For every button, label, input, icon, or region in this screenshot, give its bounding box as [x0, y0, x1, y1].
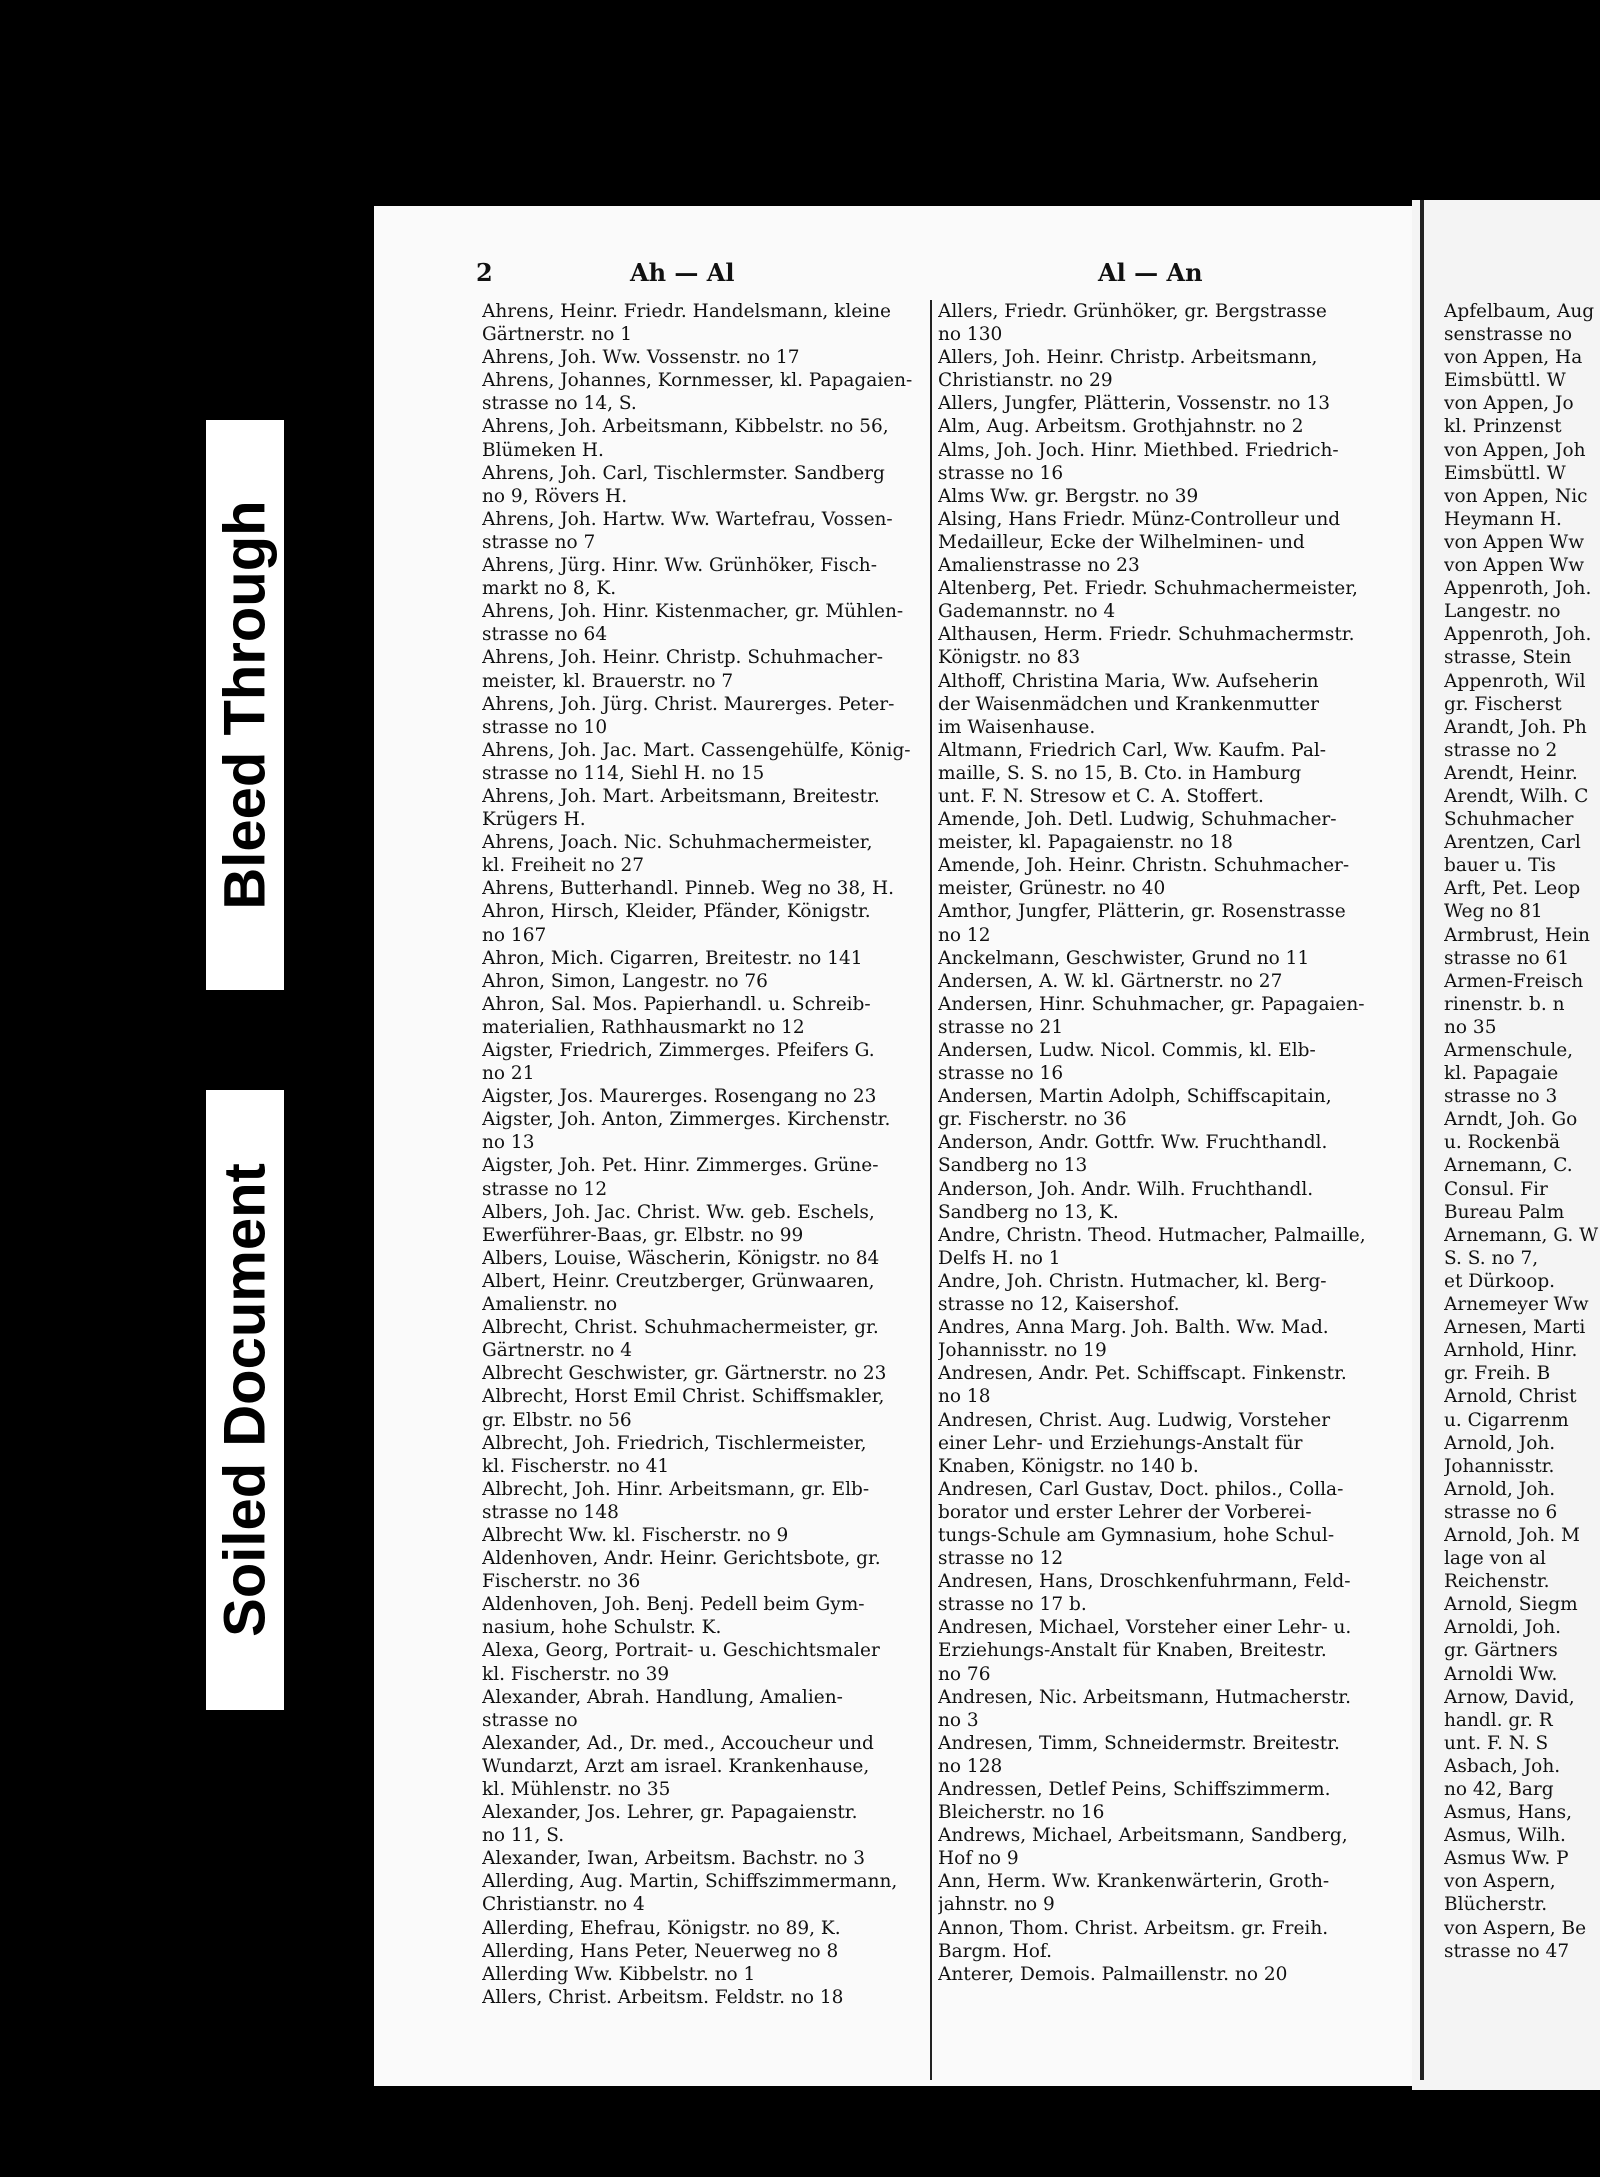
- directory-line: lage von al: [1444, 1548, 1546, 1570]
- directory-line: von Appen, Jo: [1444, 393, 1574, 415]
- directory-line: Allers, Christ. Arbeitsm. Feldstr. no 18: [482, 1986, 844, 2008]
- directory-line: strasse no 47: [1444, 1940, 1570, 1962]
- directory-line: kl. Prinzenst: [1444, 416, 1562, 438]
- directory-line: Arnemann, C.: [1444, 1155, 1573, 1177]
- directory-line: Albrecht Geschwister, gr. Gärtnerstr. no 23: [482, 1363, 887, 1385]
- directory-line: Albrecht, Horst Emil Christ. Schiffsmakler,: [482, 1386, 885, 1408]
- directory-line: von Appen, Nic: [1444, 485, 1588, 507]
- directory-line: strasse no: [482, 1709, 578, 1731]
- directory-line: Königstr. no 83: [938, 647, 1081, 669]
- directory-line: von Appen, Joh: [1444, 439, 1586, 461]
- directory-line: u. Rockenbä: [1444, 1132, 1561, 1154]
- directory-line: gr. Fischerst: [1444, 693, 1562, 715]
- directory-line: jahnstr. no 9: [938, 1894, 1055, 1916]
- directory-line: Alms, Joh. Joch. Hinr. Miethbed. Friedrich-: [938, 439, 1339, 461]
- directory-line: S. S. no 7,: [1444, 1247, 1539, 1269]
- directory-line: Arnold, Joh. M: [1444, 1524, 1580, 1546]
- directory-line: von Aspern,: [1444, 1871, 1556, 1893]
- directory-line: Arnold, Joh.: [1444, 1478, 1556, 1500]
- directory-line: Anderson, Joh. Andr. Wilh. Fruchthandl.: [938, 1178, 1314, 1200]
- directory-line: Amthor, Jungfer, Plätterin, gr. Rosenstrasse: [938, 901, 1346, 923]
- directory-line: no 18: [938, 1386, 991, 1408]
- directory-line: no 21: [482, 1063, 535, 1085]
- directory-line: meister, kl. Papagaienstr. no 18: [938, 832, 1233, 854]
- directory-line: strasse no 12: [482, 1178, 608, 1200]
- directory-line: unt. F. N. Stresow et C. A. Stoffert.: [938, 785, 1264, 807]
- directory-line: Schuhmacher: [1444, 809, 1574, 831]
- directory-line: Reichenstr.: [1444, 1571, 1550, 1593]
- directory-column-1: [482, 300, 926, 2009]
- directory-line: Albrecht Ww. kl. Fischerstr. no 9: [482, 1524, 789, 1546]
- directory-column-2: [938, 300, 1386, 1986]
- directory-line: Alexander, Ad., Dr. med., Accoucheur und: [482, 1732, 874, 1754]
- directory-line: kl. Papagaie: [1444, 1063, 1559, 1085]
- bleed-through-text: Bleed Through: [212, 500, 278, 910]
- directory-line: strasse no 12, Kaisershof.: [938, 1294, 1180, 1316]
- directory-line: Arendt, Wilh. C: [1444, 785, 1589, 807]
- directory-line: strasse no 21: [938, 1016, 1064, 1038]
- directory-line: Ahrens, Joh. Jürg. Christ. Maurerges. Peter-: [482, 693, 895, 715]
- directory-line: von Appen Ww: [1444, 531, 1585, 553]
- directory-line: strasse no 10: [482, 716, 608, 738]
- directory-line: Andresen, Christ. Aug. Ludwig, Vorsteher: [938, 1409, 1331, 1431]
- directory-line: Ahrens, Joh. Arbeitsmann, Kibbelstr. no 56,: [482, 416, 889, 438]
- directory-line: Appenroth, Wil: [1444, 670, 1586, 692]
- directory-line: Andresen, Timm, Schneidermstr. Breitestr.: [938, 1732, 1340, 1754]
- page-gutter: [1420, 200, 1424, 2080]
- directory-line: Andersen, Hinr. Schuhmacher, gr. Papagaien-: [938, 993, 1365, 1015]
- directory-line: Appenroth, Joh.: [1444, 578, 1592, 600]
- directory-line: kl. Fischerstr. no 41: [482, 1455, 670, 1477]
- directory-line: Albert, Heinr. Creutzberger, Grünwaaren,: [482, 1270, 875, 1292]
- directory-line: rinenstr. b. n: [1444, 993, 1565, 1015]
- directory-line: Andersen, A. W. kl. Gärtnerstr. no 27: [938, 970, 1283, 992]
- directory-column-3: [1444, 300, 1600, 1963]
- directory-line: Alexander, Iwan, Arbeitsm. Bachstr. no 3: [482, 1848, 866, 1870]
- directory-line: Gärtnerstr. no 1: [482, 324, 632, 346]
- directory-line: strasse no 3: [1444, 1086, 1558, 1108]
- directory-line: Alexander, Abrah. Handlung, Amalien-: [482, 1686, 843, 1708]
- directory-line: Bleicherstr. no 16: [938, 1802, 1105, 1824]
- directory-line: Albers, Louise, Wäscherin, Königstr. no 84: [482, 1247, 880, 1269]
- directory-line: strasse no 14, S.: [482, 393, 637, 415]
- directory-line: Amende, Joh. Heinr. Christn. Schuhmacher-: [938, 855, 1350, 877]
- directory-line: Ahrens, Joh. Heinr. Christp. Schuhmacher-: [482, 647, 883, 669]
- directory-line: Langestr. no: [1444, 601, 1561, 623]
- directory-line: Sandberg no 13: [938, 1155, 1088, 1177]
- directory-line: Krügers H.: [482, 809, 586, 831]
- directory-line: Alms Ww. gr. Bergstr. no 39: [938, 485, 1199, 507]
- directory-line: Johannisstr. no 19: [938, 1340, 1107, 1362]
- directory-line: Allers, Joh. Heinr. Christp. Arbeitsmann,: [938, 347, 1318, 369]
- page-number: 2: [476, 258, 493, 287]
- directory-line: Allerding Ww. Kibbelstr. no 1: [482, 1963, 756, 1985]
- directory-line: meister, kl. Brauerstr. no 7: [482, 670, 734, 692]
- directory-line: Amende, Joh. Detl. Ludwig, Schuhmacher-: [938, 809, 1337, 831]
- directory-line: Aigster, Jos. Maurerges. Rosengang no 23: [482, 1086, 877, 1108]
- left-running-head: Ah — Al: [630, 258, 735, 287]
- directory-line: kl. Freiheit no 27: [482, 855, 645, 877]
- column-divider: [930, 300, 932, 2080]
- directory-line: Ahrens, Butterhandl. Pinneb. Weg no 38, H.: [482, 878, 894, 900]
- directory-line: Asmus, Hans,: [1444, 1802, 1573, 1824]
- directory-line: Andresen, Hans, Droschkenfuhrmann, Feld-: [938, 1571, 1351, 1593]
- directory-line: Bureau Palm: [1444, 1201, 1565, 1223]
- directory-line: Aldenhoven, Andr. Heinr. Gerichtsbote, gr.: [482, 1548, 881, 1570]
- soiled-document-label: [206, 1090, 284, 1710]
- directory-line: Arnhold, Hinr.: [1444, 1340, 1578, 1362]
- directory-line: Andresen, Nic. Arbeitsmann, Hutmacherstr.: [938, 1686, 1351, 1708]
- directory-line: Consul. Fir: [1444, 1178, 1548, 1200]
- directory-line: Appenroth, Joh.: [1444, 624, 1592, 646]
- directory-line: Wundarzt, Arzt am israel. Krankenhause,: [482, 1755, 870, 1777]
- directory-line: no 35: [1444, 1016, 1497, 1038]
- directory-line: Ahrens, Joh. Hinr. Kistenmacher, gr. Mühlen-: [482, 601, 904, 623]
- directory-line: Aldenhoven, Joh. Benj. Pedell beim Gym-: [482, 1594, 865, 1616]
- directory-line: Ahrens, Joach. Nic. Schuhmachermeister,: [482, 832, 873, 854]
- directory-line: no 76: [938, 1663, 991, 1685]
- directory-line: no 128: [938, 1755, 1003, 1777]
- directory-line: et Dürkoop.: [1444, 1270, 1556, 1292]
- directory-line: Aigster, Joh. Anton, Zimmerges. Kirchenstr.: [482, 1109, 891, 1131]
- directory-line: strasse no 16: [938, 1063, 1064, 1085]
- directory-line: kl. Fischerstr. no 39: [482, 1663, 670, 1685]
- directory-line: gr. Elbstr. no 56: [482, 1409, 632, 1431]
- directory-line: Andresen, Michael, Vorsteher einer Lehr- u.: [938, 1617, 1352, 1639]
- directory-line: no 9, Rövers H.: [482, 485, 628, 507]
- directory-line: Ahron, Sal. Mos. Papierhandl. u. Schreib-: [482, 993, 871, 1015]
- directory-line: Andresen, Carl Gustav, Doct. philos., Colla-: [938, 1478, 1344, 1500]
- directory-line: Arnold, Siegm: [1444, 1594, 1578, 1616]
- directory-line: maille, S. S. no 15, B. Cto. in Hamburg: [938, 762, 1302, 784]
- directory-line: Aigster, Friedrich, Zimmerges. Pfeifers G.: [482, 1040, 875, 1061]
- directory-line: Gademannstr. no 4: [938, 601, 1116, 623]
- directory-line: Arnesen, Marti: [1444, 1317, 1586, 1339]
- directory-line: Altenberg, Pet. Friedr. Schuhmachermeister,: [938, 578, 1358, 600]
- directory-line: Albrecht, Christ. Schuhmachermeister, gr.: [482, 1317, 879, 1339]
- directory-line: Apfelbaum, Aug: [1444, 301, 1595, 322]
- bleed-through-label: [206, 420, 284, 990]
- directory-line: no 130: [938, 324, 1003, 346]
- directory-line: handl. gr. R: [1444, 1709, 1553, 1731]
- directory-line: strasse no 61: [1444, 947, 1570, 969]
- directory-line: Ahrens, Johannes, Kornmesser, kl. Papagaien-: [482, 370, 913, 392]
- directory-line: strasse no 64: [482, 624, 608, 646]
- directory-line: Weg no 81: [1444, 901, 1543, 923]
- directory-line: Medailleur, Ecke der Wilhelminen- und: [938, 531, 1305, 553]
- directory-line: gr. Gärtners: [1444, 1640, 1558, 1662]
- directory-line: Sandberg no 13, K.: [938, 1201, 1119, 1223]
- directory-line: Andersen, Ludw. Nicol. Commis, kl. Elb-: [938, 1040, 1316, 1061]
- directory-line: Arnemann, G. W: [1444, 1224, 1599, 1246]
- directory-line: Delfs H. no 1: [938, 1247, 1061, 1269]
- directory-line: Armen-Freisch: [1444, 970, 1584, 992]
- directory-line: Andressen, Detlef Peins, Schiffszimmerm.: [938, 1779, 1331, 1800]
- directory-line: Armbrust, Hein: [1444, 924, 1590, 946]
- directory-line: nasium, hohe Schulstr. K.: [482, 1617, 722, 1639]
- directory-line: Knaben, Königstr. no 140 b.: [938, 1455, 1199, 1477]
- directory-line: gr. Freih. B: [1444, 1363, 1551, 1385]
- directory-line: senstrasse no: [1444, 324, 1573, 346]
- directory-line: Ahron, Simon, Langestr. no 76: [482, 970, 768, 992]
- directory-line: no 3: [938, 1709, 979, 1731]
- directory-line: Althausen, Herm. Friedr. Schuhmachermstr.: [938, 624, 1355, 646]
- directory-line: borator und erster Lehrer der Vorberei-: [938, 1501, 1312, 1523]
- directory-line: Erziehungs-Anstalt für Knaben, Breitestr.: [938, 1640, 1327, 1662]
- directory-line: Christianstr. no 4: [482, 1894, 645, 1916]
- directory-line: strasse no 16: [938, 462, 1064, 484]
- directory-line: bauer u. Tis: [1444, 855, 1556, 877]
- directory-line: Anckelmann, Geschwister, Grund no 11: [938, 947, 1310, 969]
- directory-line: von Appen Ww: [1444, 555, 1585, 577]
- directory-line: Amalienstrasse no 23: [938, 555, 1140, 577]
- directory-line: strasse no 114, Siehl H. no 15: [482, 762, 765, 784]
- directory-line: Ahrens, Joh. Jac. Mart. Cassengehülfe, König-: [482, 739, 911, 761]
- directory-line: Eimsbüttl. W: [1444, 370, 1566, 392]
- directory-line: Asmus, Wilh.: [1444, 1825, 1566, 1847]
- directory-line: Christianstr. no 29: [938, 370, 1113, 392]
- directory-line: Ann, Herm. Ww. Krankenwärterin, Groth-: [938, 1871, 1330, 1893]
- directory-line: Allerding, Ehefrau, Königstr. no 89, K.: [482, 1917, 841, 1939]
- directory-line: no 42, Barg: [1444, 1779, 1554, 1800]
- directory-line: Albrecht, Joh. Friedrich, Tischlermeister,: [482, 1432, 867, 1454]
- directory-line: von Aspern, Be: [1444, 1917, 1587, 1939]
- directory-line: Alexander, Jos. Lehrer, gr. Papagaienstr.: [482, 1802, 858, 1824]
- directory-line: no 12: [938, 924, 991, 946]
- directory-line: Allerding, Hans Peter, Neuerweg no 8: [482, 1940, 839, 1962]
- directory-line: tungs-Schule am Gymnasium, hohe Schul-: [938, 1524, 1335, 1546]
- directory-line: Annon, Thom. Christ. Arbeitsm. gr. Freih.: [938, 1917, 1329, 1939]
- directory-line: Andrews, Michael, Arbeitsmann, Sandberg,: [938, 1825, 1348, 1847]
- directory-line: Amalienstr. no: [482, 1294, 618, 1316]
- directory-line: im Waisenhause.: [938, 716, 1096, 738]
- directory-line: Blümeken H.: [482, 439, 604, 461]
- directory-line: Gärtnerstr. no 4: [482, 1340, 632, 1362]
- directory-line: Arnold, Christ: [1444, 1386, 1577, 1408]
- directory-line: Albers, Joh. Jac. Christ. Ww. geb. Eschels,: [482, 1201, 875, 1223]
- directory-line: u. Cigarrenm: [1444, 1409, 1569, 1431]
- right-running-head: Al — An: [1098, 258, 1203, 287]
- directory-line: no 13: [482, 1132, 535, 1154]
- directory-line: Asmus Ww. P: [1444, 1848, 1569, 1870]
- directory-line: Heymann H.: [1444, 508, 1562, 530]
- directory-line: Armenschule,: [1444, 1040, 1574, 1061]
- directory-line: Asbach, Joh.: [1444, 1755, 1561, 1777]
- directory-line: no 167: [482, 924, 547, 946]
- directory-line: Ahrens, Joh. Ww. Vossenstr. no 17: [482, 347, 800, 369]
- directory-line: unt. F. N. S: [1444, 1732, 1549, 1754]
- directory-line: Ahron, Mich. Cigarren, Breitestr. no 141: [482, 947, 863, 969]
- directory-line: Arandt, Joh. Ph: [1444, 716, 1587, 738]
- directory-line: Arentzen, Carl: [1444, 832, 1581, 854]
- directory-line: Alsing, Hans Friedr. Münz-Controlleur und: [938, 508, 1341, 530]
- directory-line: Bargm. Hof.: [938, 1940, 1052, 1962]
- directory-line: Blücherstr.: [1444, 1894, 1548, 1916]
- directory-line: Ahrens, Heinr. Friedr. Handelsmann, kleine: [482, 301, 891, 322]
- directory-line: Andre, Joh. Christn. Hutmacher, kl. Berg-: [938, 1270, 1327, 1292]
- directory-line: der Waisenmädchen und Krankenmutter: [938, 693, 1320, 715]
- soiled-document-text: Soiled Document: [212, 1163, 278, 1637]
- directory-line: strasse no 17 b.: [938, 1594, 1087, 1616]
- directory-line: Altmann, Friedrich Carl, Ww. Kaufm. Pal-: [938, 739, 1327, 761]
- directory-line: Ahrens, Joh. Carl, Tischlermster. Sandberg: [482, 462, 885, 484]
- directory-line: strasse no 148: [482, 1501, 619, 1523]
- directory-line: Anderson, Andr. Gottfr. Ww. Fruchthandl.: [938, 1132, 1328, 1154]
- directory-line: Althoff, Christina Maria, Ww. Aufseherin: [938, 670, 1319, 692]
- directory-line: markt no 8, K.: [482, 578, 617, 600]
- directory-line: Anterer, Demois. Palmaillenstr. no 20: [938, 1963, 1288, 1985]
- directory-line: Andre, Christn. Theod. Hutmacher, Palmaille,: [938, 1224, 1366, 1246]
- directory-line: Allers, Jungfer, Plätterin, Vossenstr. no 13: [938, 393, 1330, 415]
- directory-line: Alexa, Georg, Portrait- u. Geschichtsmaler: [482, 1640, 880, 1662]
- directory-line: Arnoldi, Joh.: [1444, 1617, 1562, 1639]
- directory-line: gr. Fischerstr. no 36: [938, 1109, 1127, 1131]
- directory-line: Arft, Pet. Leop: [1444, 878, 1581, 900]
- directory-line: strasse, Stein: [1444, 647, 1572, 669]
- directory-line: Andresen, Andr. Pet. Schiffscapt. Finkenstr.: [938, 1363, 1347, 1385]
- directory-line: Ahrens, Joh. Hartw. Ww. Wartefrau, Vossen-: [482, 508, 893, 530]
- directory-line: Ewerführer-Baas, gr. Elbstr. no 99: [482, 1224, 804, 1246]
- directory-line: kl. Mühlenstr. no 35: [482, 1779, 671, 1800]
- directory-line: Andersen, Martin Adolph, Schiffscapitain,: [938, 1086, 1332, 1108]
- directory-line: Andres, Anna Marg. Joh. Balth. Ww. Mad.: [938, 1317, 1329, 1339]
- directory-line: strasse no 2: [1444, 739, 1558, 761]
- directory-line: Fischerstr. no 36: [482, 1571, 641, 1593]
- directory-line: no 11, S.: [482, 1825, 565, 1847]
- directory-line: meister, Grünestr. no 40: [938, 878, 1166, 900]
- directory-line: Arendt, Heinr.: [1444, 762, 1578, 784]
- directory-line: strasse no 6: [1444, 1501, 1558, 1523]
- directory-line: Eimsbüttl. W: [1444, 462, 1566, 484]
- directory-line: Johannisstr.: [1444, 1455, 1555, 1477]
- directory-line: strasse no 12: [938, 1548, 1064, 1570]
- directory-line: Albrecht, Joh. Hinr. Arbeitsmann, gr. Elb-: [482, 1478, 870, 1500]
- directory-line: Arndt, Joh. Go: [1444, 1109, 1578, 1131]
- directory-line: von Appen, Ha: [1444, 347, 1583, 369]
- directory-line: Arnow, David,: [1444, 1686, 1575, 1708]
- directory-line: Aigster, Joh. Pet. Hinr. Zimmerges. Grüne-: [482, 1155, 879, 1177]
- directory-line: Allerding, Aug. Martin, Schiffszimmermann,: [482, 1871, 898, 1893]
- directory-line: Allers, Friedr. Grünhöker, gr. Bergstrasse: [938, 301, 1327, 322]
- directory-line: Hof no 9: [938, 1848, 1019, 1870]
- directory-line: Alm, Aug. Arbeitsm. Grothjahnstr. no 2: [938, 416, 1304, 438]
- directory-line: materialien, Rathhausmarkt no 12: [482, 1016, 805, 1038]
- directory-line: Arnoldi Ww.: [1444, 1663, 1558, 1685]
- directory-line: Ahron, Hirsch, Kleider, Pfänder, Königstr.: [482, 901, 871, 923]
- directory-line: strasse no 7: [482, 531, 596, 553]
- directory-line: Arnemeyer Ww: [1444, 1294, 1589, 1316]
- directory-line: Ahrens, Joh. Mart. Arbeitsmann, Breitestr.: [482, 785, 880, 807]
- directory-line: Ahrens, Jürg. Hinr. Ww. Grünhöker, Fisch-: [482, 555, 877, 577]
- directory-line: einer Lehr- und Erziehungs-Anstalt für: [938, 1432, 1303, 1454]
- directory-line: Arnold, Joh.: [1444, 1432, 1556, 1454]
